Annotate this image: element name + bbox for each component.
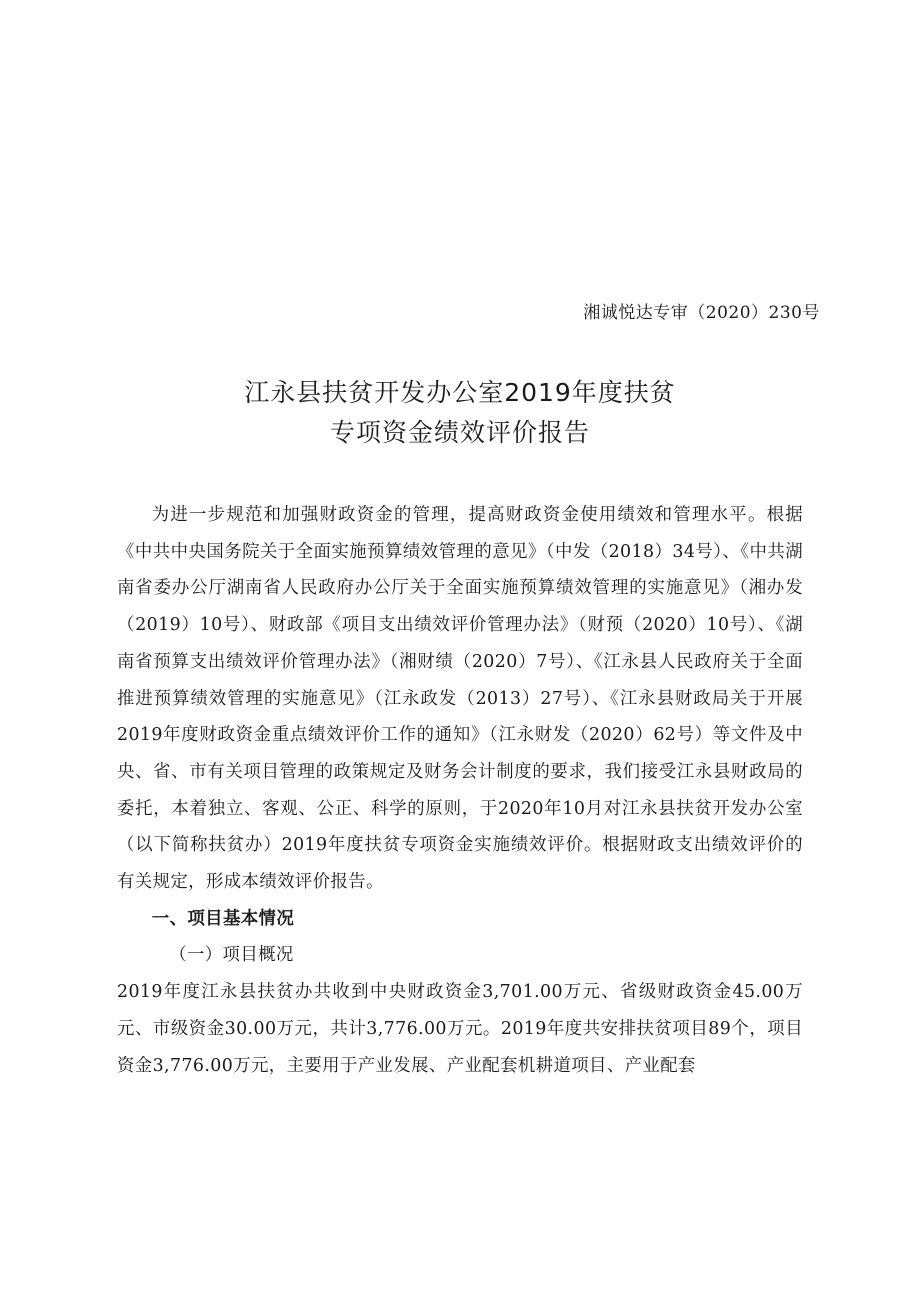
subsection-heading-project-overview: （一）项目概况 — [169, 945, 294, 966]
intro-paragraph: 为进一步规范和加强财政资金的管理，提高财政资金使用绩效和管理水平。根据《中共中央国务院关于全面实施预算绩效管理的意见》（中发（2018）34号）、《中共湖南省委办公厅湖南省人民政府办公厅关于全面实施预算绩效管理的实施意见》（湘办发（2019）10号）、财政部《项目支出绩效评价管理办法》（财预（2020）10号）、《湖南省预算支出绩效评价管理办法》（湘财绩（2020）7号）、《江永县人民政府关于全面推进预算绩效管理的实施意见》（江永政发（2013）27号）、《江永县财政局关于开展2019年度财政资金重点绩效评价工作的通知》（江永财发（2020）62号）等文件及中央、省、市有关项目管理的政策规定及财务会计制度的要求，我们接受江永县财政局的委托，本着独立、客观、公正、科学的原则，于2020年10月对江永县扶贫开发办公室（以下简称扶贫办）2019年度扶贫专项资金实施绩效评价。根据财政支出绩效评价的有关规定，形成本绩效评价报告。 — [117, 505, 803, 893]
report-title-line-1: 江永县扶贫开发办公室2019年度扶贫 — [244, 378, 676, 407]
report-body — [117, 497, 803, 1084]
project-overview-paragraph: 2019年度江永县扶贫办共收到中央财政资金3,701.00万元、省级财政资金45.00万元、市级资金30.00万元，共计3,776.00万元。2019年度共安排扶贫项目89个，项目资金3,776.00万元，主要用于产业发展、产业配套机耕道项目、产业配套 — [117, 982, 803, 1076]
report-title-line-2: 专项资金绩效评价报告 — [329, 418, 590, 447]
document-number: 湘诚悦达专审（2020）230号 — [583, 303, 820, 323]
section-heading-project-basics: 一、项目基本情况 — [151, 908, 295, 929]
